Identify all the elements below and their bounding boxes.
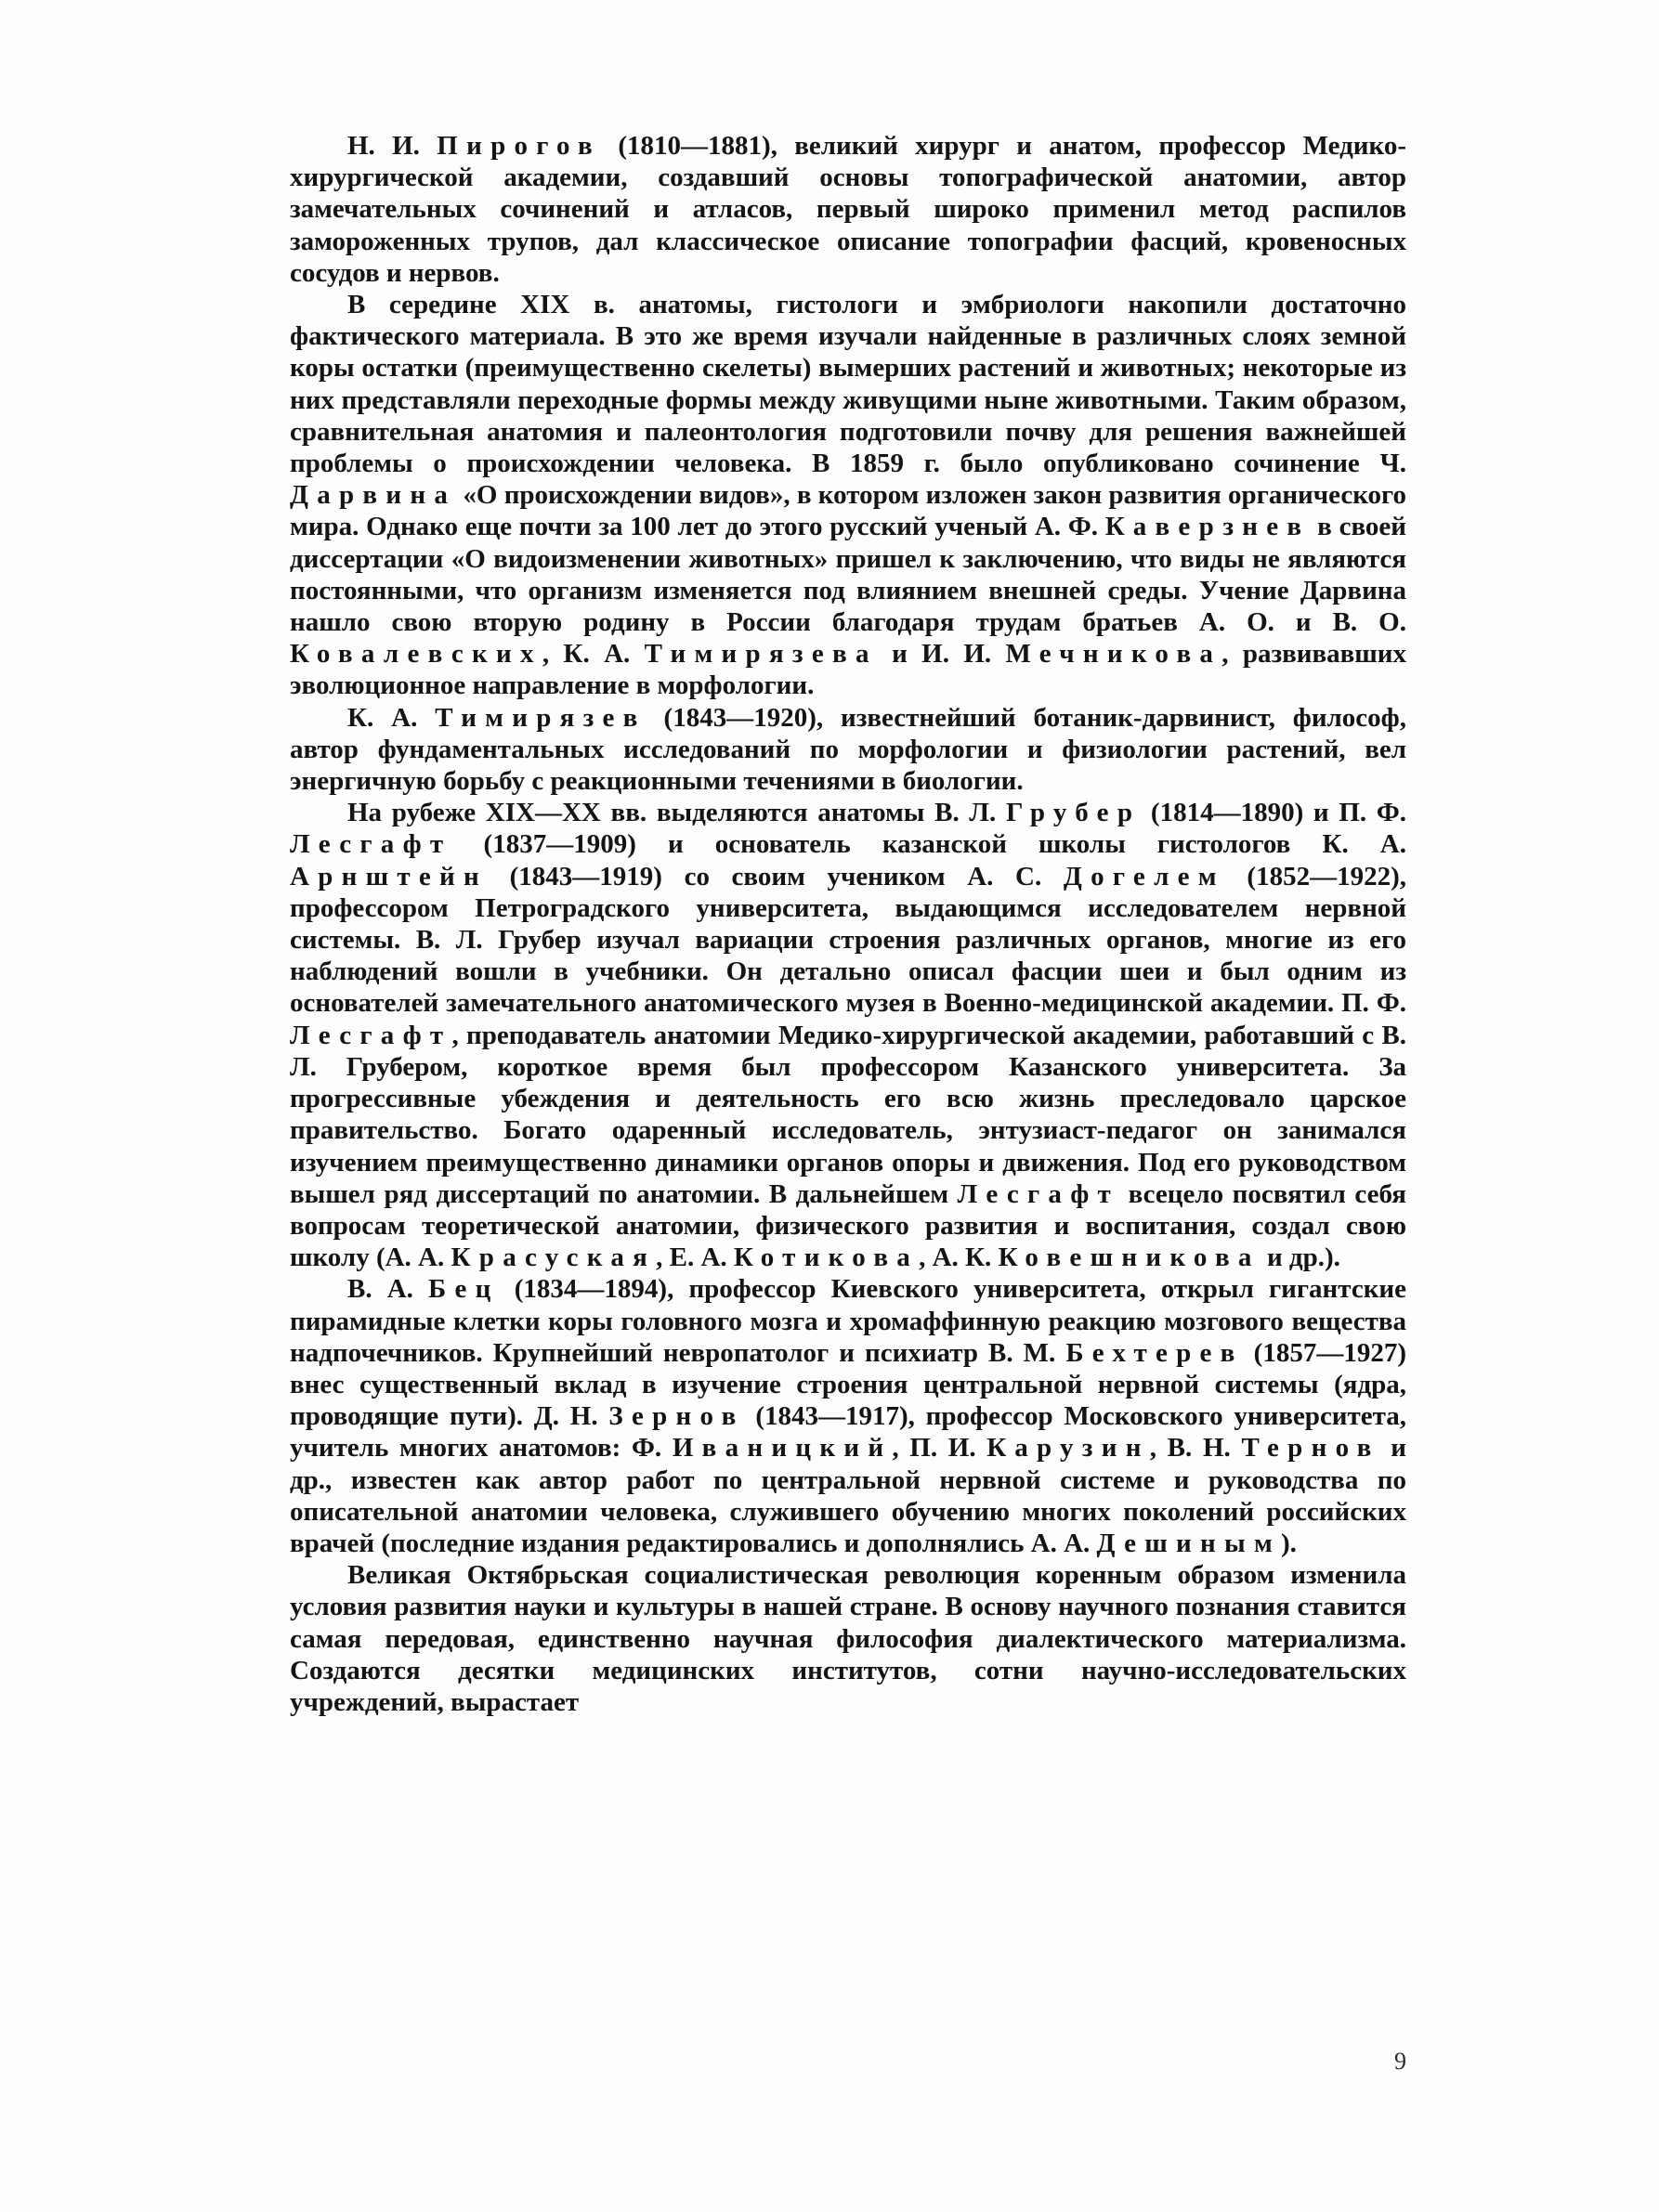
- paragraph: [290, 797, 1406, 1273]
- text-run: К. А.: [347, 702, 436, 733]
- paragraph: [290, 702, 1406, 798]
- spaced-name: Бец: [428, 1274, 500, 1305]
- spaced-name: Тернов: [1241, 1433, 1380, 1464]
- text-run: , В. Н.: [1149, 1433, 1242, 1464]
- text-run: (1843—1919) со своим учеником А. С.: [488, 861, 1064, 891]
- text-run: и др., известен как автор работ по центральной нервной системе и руководства по описательной анатомии человека, служившего обучению многих поколений российских врачей (последние издания редактировались и дополнялись А. А.: [290, 1433, 1406, 1558]
- text-run: Н. И.: [347, 131, 438, 161]
- text-run: ).: [1280, 1528, 1297, 1558]
- spaced-name: Каверзнев: [1104, 512, 1311, 542]
- text-run: (1857—1927) внес существенный вклад в изучение строения центральной нервной системы (ядра, проводящие пути). Д. Н.: [290, 1337, 1406, 1432]
- spaced-name: Ковалевских: [290, 639, 542, 670]
- text-run: (1810—1881), великий хирург и анатом, профессор Медико-хирургической академии, создавший основы топографической анатомии, автор замечательных сочинений и атласов, первый широко применил метод распилов замороженных трупов, дал классическое описание топографии фасций, кровеносных сосудов и нервов.: [290, 131, 1406, 288]
- paragraph: [290, 1273, 1406, 1559]
- text-run: , П. И.: [892, 1433, 987, 1464]
- body-text: [290, 130, 1406, 1718]
- text-run: (1843—1917), профессор Московского университета, учитель многих анатомов: Ф.: [290, 1401, 1406, 1464]
- spaced-name: Арнштейн: [290, 861, 489, 891]
- text-run: и др.).: [1260, 1243, 1340, 1273]
- text-run: В. А.: [347, 1274, 429, 1305]
- text-run: (1814—1890) и П. Ф.: [1141, 798, 1406, 828]
- paragraph: [290, 289, 1406, 702]
- spaced-name: Дарвина: [290, 480, 457, 511]
- spaced-name: Карузин: [986, 1433, 1150, 1464]
- text-run: (1852—1922), профессором Петроградского университета, выдающимся исследователем нервной системы. В. Л. Грубер изучал вариации строения различных органов, многие из его наблюдений вошли в учебники. Он детально описал фасции шеи и был одним из основателей замечательного анатомического музея в Военно-медицинской академии. П. Ф.: [290, 861, 1406, 1019]
- text-run: всецело посвятил себя вопросам теоретической анатомии, физического развития и воспитания, создал свою школу (А. А.: [290, 1178, 1406, 1273]
- text-run: «О происхождении видов», в котором изложен закон развития органического мира. Однако еще почти за 100 лет до этого русский ученый А. Ф.: [290, 480, 1406, 542]
- spaced-name: Тимирязев: [435, 702, 647, 733]
- spaced-name: Ковешникова: [998, 1243, 1261, 1273]
- page-number: 9: [1394, 2048, 1406, 2075]
- paragraph: [290, 1559, 1406, 1718]
- text-run: (1843—1920), известнейший ботаник-дарвинист, философ, автор фундаментальных исследований по морфологии и физиологии растений, вел энергичную борьбу с реакционными течениями в биологии.: [290, 702, 1406, 797]
- spaced-name: Лесгафт: [290, 829, 452, 860]
- spaced-name: Тимирязева: [644, 639, 878, 670]
- spaced-name: Грубер: [1005, 798, 1142, 828]
- spaced-name: Догелем: [1063, 861, 1225, 891]
- spaced-name: Дешиным: [1096, 1528, 1281, 1558]
- spaced-name: Зернов: [608, 1401, 745, 1432]
- spaced-name: Бехтерев: [1065, 1337, 1244, 1368]
- text-run: , К. А.: [542, 639, 645, 670]
- spaced-name: Лесгафт: [957, 1178, 1120, 1209]
- spaced-name: Котикова: [733, 1243, 920, 1273]
- text-run: Великая Октябрьская социалистическая революция коренным образом изменила условия развития науки и культуры в нашей стране. В основу научного познания ставится самая передовая, единственно научная философия диалектического материализма. Создаются десятки медицинских институтов, сотни научно-исследовательских учреждений, вырастает: [290, 1560, 1406, 1717]
- text-run: , преподаватель анатомии Медико-хирургической академии, работавший с В. Л. Грубером, короткое время был профессором Казанского университета. За прогрессивные убеждения и деятельность его всю жизнь преследовало царское правительство. Богато одаренный исследователь, энтузиаст-педагог он занимался изучением преимущественно динамики органов опоры и движения. Под его руководством вышел ряд диссертаций по анатомии. В дальнейшем: [290, 1020, 1406, 1209]
- spaced-name: Мечникова: [1005, 639, 1222, 670]
- text-run: , развивавших эволюционное направление в морфологии.: [290, 639, 1406, 701]
- text-run: (1837—1909) и основатель казанской школы гистологов К. А.: [451, 829, 1406, 860]
- text-run: в своей диссертации «О видоизменении животных» пришел к заключению, что виды не являются постоянными, что организм изменяется под влиянием внешней среды. Учение Дарвина нашло свою вторую родину в России благодаря трудам братьев А. О. и В. О.: [290, 512, 1406, 638]
- text-run: На рубеже XIX—XX вв. выделяются анатомы В. Л.: [347, 798, 1006, 828]
- text-run: , А. К.: [919, 1243, 999, 1273]
- spaced-name: Лесгафт: [290, 1020, 452, 1050]
- paragraph: [290, 130, 1406, 289]
- spaced-name: Красуская: [451, 1243, 657, 1273]
- spaced-name: Иваницкий: [672, 1433, 893, 1464]
- text-run: и И. И.: [877, 639, 1006, 670]
- spaced-name: Пирогов: [437, 131, 601, 161]
- text-run: (1834—1894), профессор Киевского университета, открыл гигантские пирамидные клетки коры головного мозга и хромаффинную реакцию мозгового вещества надпочечников. Крупнейший невропатолог и психиатр В. М.: [290, 1274, 1406, 1368]
- text-run: , Е. А.: [656, 1243, 734, 1273]
- text-run: В середине XIX в. анатомы, гистологи и эмбриологи накопили достаточно фактического материала. В это же время изучали найденные в различных слоях земной коры остатки (преимущественно скелеты) вымерших растений и животных; некоторые из них представляли переходные формы между живущими ныне животными. Таким образом, сравнительная анатомия и палеонтология подготовили почву для решения важнейшей проблемы о происхождении человека. В 1859 г. было опубликовано сочинение Ч.: [290, 290, 1406, 479]
